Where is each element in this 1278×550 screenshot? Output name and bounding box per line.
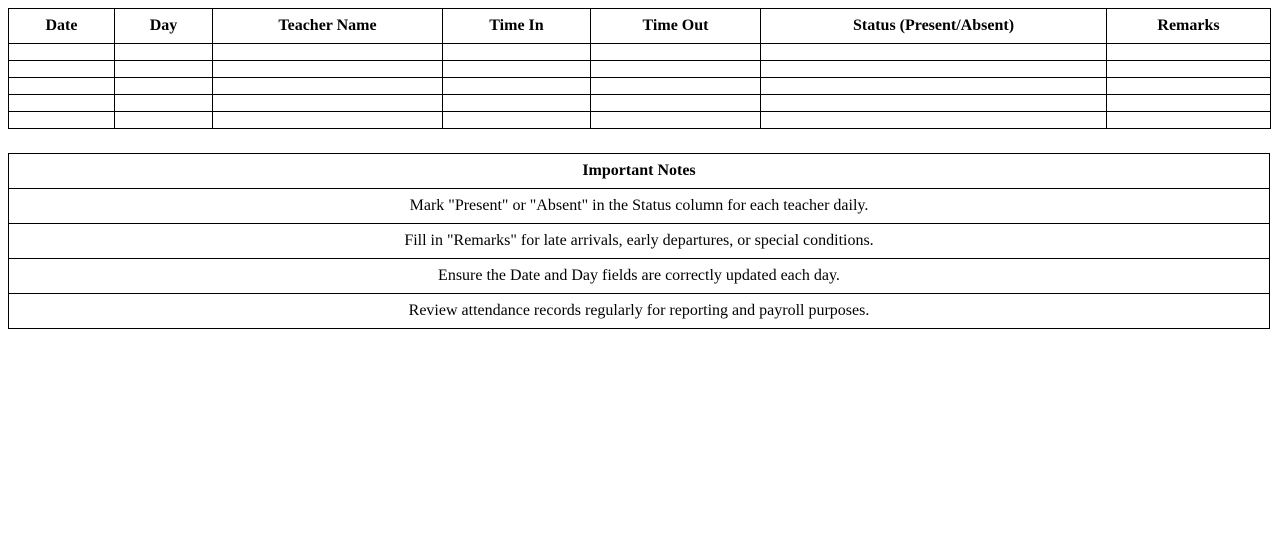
table-row bbox=[9, 44, 1271, 61]
teacher-name-cell[interactable] bbox=[213, 112, 443, 129]
date-cell[interactable] bbox=[9, 112, 115, 129]
table-row bbox=[9, 95, 1271, 112]
notes-title: Important Notes bbox=[9, 154, 1270, 189]
note-text: Ensure the Date and Day fields are correctly updated each day. bbox=[9, 259, 1270, 294]
table-row bbox=[9, 78, 1271, 95]
note-row bbox=[9, 259, 1270, 294]
status-cell[interactable] bbox=[761, 44, 1107, 61]
day-cell[interactable] bbox=[115, 44, 213, 61]
time-in-cell[interactable] bbox=[443, 44, 591, 61]
column-header-remarks: Remarks bbox=[1107, 9, 1271, 44]
date-cell[interactable] bbox=[9, 95, 115, 112]
teacher-name-cell[interactable] bbox=[213, 44, 443, 61]
time-out-cell[interactable] bbox=[591, 78, 761, 95]
attendance-table bbox=[8, 8, 1271, 129]
table-row bbox=[9, 112, 1271, 129]
important-notes-table bbox=[8, 153, 1270, 329]
time-in-cell[interactable] bbox=[443, 61, 591, 78]
remarks-cell[interactable] bbox=[1107, 78, 1271, 95]
time-in-cell[interactable] bbox=[443, 95, 591, 112]
status-cell[interactable] bbox=[761, 61, 1107, 78]
table-row bbox=[9, 61, 1271, 78]
time-in-cell[interactable] bbox=[443, 78, 591, 95]
day-cell[interactable] bbox=[115, 78, 213, 95]
time-out-cell[interactable] bbox=[591, 95, 761, 112]
time-out-cell[interactable] bbox=[591, 44, 761, 61]
notes-header-row bbox=[9, 154, 1270, 189]
teacher-name-cell[interactable] bbox=[213, 78, 443, 95]
date-cell[interactable] bbox=[9, 44, 115, 61]
status-cell[interactable] bbox=[761, 95, 1107, 112]
day-cell[interactable] bbox=[115, 95, 213, 112]
teacher-name-cell[interactable] bbox=[213, 95, 443, 112]
note-row bbox=[9, 294, 1270, 329]
remarks-cell[interactable] bbox=[1107, 112, 1271, 129]
time-in-cell[interactable] bbox=[443, 112, 591, 129]
date-cell[interactable] bbox=[9, 61, 115, 78]
time-out-cell[interactable] bbox=[591, 61, 761, 78]
column-header-time-in: Time In bbox=[443, 9, 591, 44]
status-cell[interactable] bbox=[761, 112, 1107, 129]
remarks-cell[interactable] bbox=[1107, 44, 1271, 61]
note-text: Mark "Present" or "Absent" in the Status column for each teacher daily. bbox=[9, 189, 1270, 224]
column-header-time-out: Time Out bbox=[591, 9, 761, 44]
day-cell[interactable] bbox=[115, 112, 213, 129]
remarks-cell[interactable] bbox=[1107, 95, 1271, 112]
column-header-day: Day bbox=[115, 9, 213, 44]
note-text: Fill in "Remarks" for late arrivals, early departures, or special conditions. bbox=[9, 224, 1270, 259]
time-out-cell[interactable] bbox=[591, 112, 761, 129]
note-text: Review attendance records regularly for reporting and payroll purposes. bbox=[9, 294, 1270, 329]
attendance-header-row bbox=[9, 9, 1271, 44]
note-row bbox=[9, 224, 1270, 259]
teacher-name-cell[interactable] bbox=[213, 61, 443, 78]
day-cell[interactable] bbox=[115, 61, 213, 78]
column-header-teacher-name: Teacher Name bbox=[213, 9, 443, 44]
status-cell[interactable] bbox=[761, 78, 1107, 95]
note-row bbox=[9, 189, 1270, 224]
remarks-cell[interactable] bbox=[1107, 61, 1271, 78]
date-cell[interactable] bbox=[9, 78, 115, 95]
column-header-date: Date bbox=[9, 9, 115, 44]
column-header-status: Status (Present/Absent) bbox=[761, 9, 1107, 44]
